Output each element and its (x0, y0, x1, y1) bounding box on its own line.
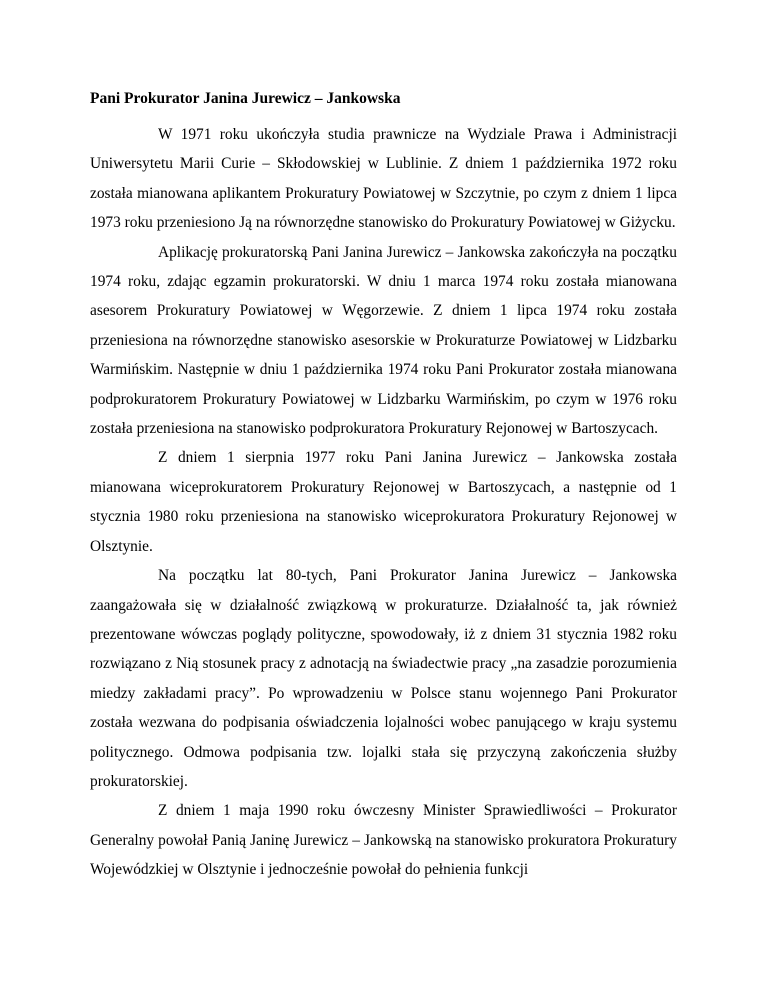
document-title: Pani Prokurator Janina Jurewicz – Jankowska (90, 90, 401, 107)
paragraph-education: W 1971 roku ukończyła studia prawnicze na Wydziale Prawa i Administracji Uniwersytetu Marii Curie – Skłodowskiej w Lublinie. Z dniem 1 października 1972 roku została mianowana aplikantem Prokuratury Powiatowej w Szczytnie, po czym z dniem 1 lipca 1973 roku przeniesiono Ją na równorzędne stanowisko do Prokuratury Powiatowej w Giżycku. (90, 126, 677, 232)
paragraph-reinstatement: Z dniem 1 maja 1990 roku ówczesny Minister Sprawiedliwości – Prokurator Generalny powołał Panią Janinę Jurewicz – Jankowską na stanowisko prokuratora Prokuratury Wojewódzkiej w Olsztynie i jednocześnie powołał do pełnienia funkcji (90, 802, 677, 879)
document-body (90, 120, 677, 885)
paragraph-assessor: Aplikację prokuratorską Pani Janina Jurewicz – Jankowska zakończyła na początku 1974 roku, zdając egzamin prokuratorski. W dniu 1 marca 1974 roku została mianowana asesorem Prokuratury Powiatowej w Węgorzewie. Z dniem 1 lipca 1974 roku została przeniesiona na równorzędne stanowisko asesorskie w Prokuraturze Powiatowej w Lidzbarku Warmińskim. Następnie w dniu 1 października 1974 roku Pani Prokurator została mianowana podprokuratorem Prokuratury Powiatowej w Lidzbarku Warmińskim, po czym w 1976 roku została przeniesiona na stanowisko podprokuratora Prokuratury Rejonowej w Bartoszycach. (90, 243, 677, 438)
paragraph-vice-prosecutor: Z dniem 1 sierpnia 1977 roku Pani Janina Jurewicz – Jankowska została mianowana wiceprokuratorem Prokuratury Rejonowej w Bartoszycach, a następnie od 1 stycznia 1980 roku przeniesiona na stanowisko wiceprokuratora Prokuratury Rejonowej w Olsztynie. (90, 449, 677, 555)
paragraph-union-activity: Na początku lat 80-tych, Pani Prokurator Janina Jurewicz – Jankowska zaangażowała się w działalność związkową w prokuraturze. Działalność ta, jak również prezentowane wówczas poglądy polityczne, spowodowały, iż z dniem 31 stycznia 1982 roku rozwiązano z Nią stosunek pracy z adnotacją na świadectwie pracy „na zasadzie porozumienia miedzy zakładami pracy”. Po wprowadzeniu w Polsce stanu wojennego Pani Prokurator została wezwana do podpisania oświadczenia lojalności wobec panującego w kraju systemu politycznego. Odmowa podpisania tzw. lojalki stała się przyczyną zakończenia służby prokuratorskiej. (90, 567, 677, 790)
